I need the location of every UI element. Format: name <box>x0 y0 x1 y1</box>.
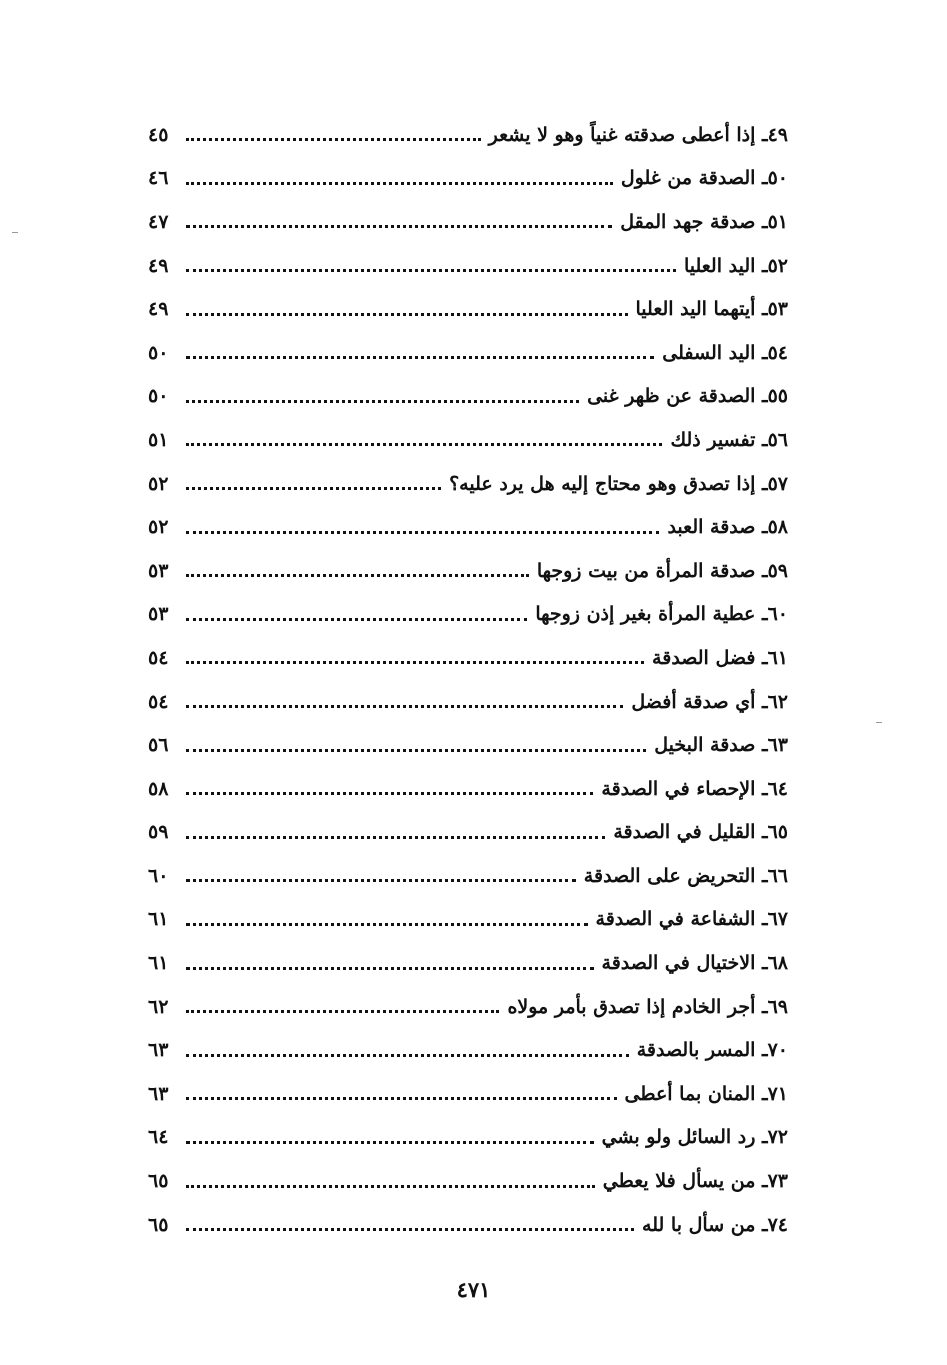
toc-entry-title: ٥٢ـ اليد العليا <box>683 254 788 277</box>
toc-entry <box>148 287 788 331</box>
dot-leader <box>186 531 659 534</box>
toc-entry <box>148 811 788 855</box>
toc-entry <box>148 1159 788 1203</box>
toc-entry <box>148 898 788 942</box>
toc-entry-page: ٦١ <box>148 908 169 931</box>
dot-leader <box>186 313 628 316</box>
toc-entry <box>148 1072 788 1116</box>
dot-leader <box>186 182 613 185</box>
dot-leader <box>186 836 605 839</box>
toc-entry <box>148 200 788 244</box>
dot-leader <box>186 443 662 446</box>
toc-entry-page: ٤٧ <box>148 210 169 233</box>
toc-entry-title: ٥١ـ صدقة جهد المقل <box>620 210 788 233</box>
toc-entry-title: ٧٢ـ رد السائل ولو بشي <box>601 1126 788 1149</box>
toc-entry <box>148 549 788 593</box>
toc-entry-title: ٦٠ـ عطية المرأة بغير إذن زوجها <box>535 603 788 626</box>
toc-entry-page: ٦٣ <box>148 1039 169 1062</box>
dot-leader <box>186 1097 617 1100</box>
dot-leader <box>186 1228 634 1231</box>
table-of-contents <box>148 113 788 1246</box>
dot-leader <box>186 1010 499 1013</box>
toc-entry <box>148 244 788 288</box>
margin-mark <box>12 232 18 233</box>
toc-entry-title: ٥٤ـ اليد السفلى <box>662 341 788 364</box>
toc-entry-page: ٥٣ <box>148 559 169 582</box>
dot-leader <box>186 269 676 272</box>
toc-entry-page: ٤٦ <box>148 167 169 190</box>
toc-entry-title: ٦٧ـ الشفاعة في الصدقة <box>595 908 788 931</box>
toc-entry <box>148 331 788 375</box>
toc-entry-title: ٥٧ـ إذا تصدق وهو محتاج إليه هل يرد عليه؟ <box>449 472 788 495</box>
toc-entry-title: ٦٦ـ التحريض على الصدقة <box>583 864 788 887</box>
toc-entry-page: ٥٩ <box>148 821 169 844</box>
toc-entry <box>148 1203 788 1247</box>
dot-leader <box>186 1185 595 1188</box>
dot-leader <box>186 923 588 926</box>
toc-entry-title: ٥٩ـ صدقة المرأة من بيت زوجها <box>536 559 788 582</box>
dot-leader <box>186 1054 629 1057</box>
toc-entry-title: ٦٤ـ الإحصاء في الصدقة <box>601 777 788 800</box>
page-number: ٤٧١ <box>456 1277 491 1302</box>
toc-entry-page: ٦٠ <box>148 864 169 887</box>
toc-entry <box>148 854 788 898</box>
toc-entry <box>148 680 788 724</box>
toc-entry-title: ٧٤ـ من سأل با لله <box>642 1213 788 1236</box>
toc-entry-page: ٤٥ <box>148 123 169 146</box>
toc-entry <box>148 941 788 985</box>
toc-entry-page: ٥٢ <box>148 472 169 495</box>
dot-leader <box>186 661 644 664</box>
dot-leader <box>186 967 594 970</box>
toc-entry-page: ٦٥ <box>148 1213 169 1236</box>
toc-entry-title: ٦٨ـ الاختيال في الصدقة <box>601 952 788 975</box>
toc-entry <box>148 505 788 549</box>
toc-entry-title: ٧٣ـ من يسأل فلا يعطي <box>602 1170 788 1193</box>
toc-entry-title: ٦٢ـ أي صدقة أفضل <box>631 690 788 713</box>
dot-leader <box>186 618 527 621</box>
toc-entry-title: ٧١ـ المنان بما أعطى <box>624 1082 788 1105</box>
toc-entry-page: ٥٤ <box>148 690 169 713</box>
toc-entry-page: ٥٢ <box>148 516 169 539</box>
toc-entry-title: ٥٣ـ أيتهما اليد العليا <box>635 298 788 321</box>
toc-entry <box>148 636 788 680</box>
toc-entry <box>148 157 788 201</box>
toc-entry-page: ٥٣ <box>148 603 169 626</box>
toc-entry-title: ٥٨ـ صدقة العبد <box>667 516 788 539</box>
toc-entry-page: ٦٥ <box>148 1170 169 1193</box>
toc-entry <box>148 723 788 767</box>
toc-entry-page: ٥٤ <box>148 646 169 669</box>
toc-entry <box>148 767 788 811</box>
toc-entry <box>148 418 788 462</box>
toc-entry <box>148 593 788 637</box>
dot-leader <box>186 792 593 795</box>
toc-entry-title: ٦٣ـ صدقة البخيل <box>654 734 788 757</box>
toc-entry <box>148 375 788 419</box>
toc-entry-title: ٤٩ـ إذا أعطى صدقته غنياً وهو لا يشعر <box>488 123 788 146</box>
toc-entry <box>148 1028 788 1072</box>
toc-entry-page: ٥٦ <box>148 734 169 757</box>
dot-leader <box>186 225 612 228</box>
dot-leader <box>186 1141 594 1144</box>
dot-leader <box>186 400 579 403</box>
dot-leader <box>186 138 481 141</box>
toc-entry-page: ٥٠ <box>148 341 169 364</box>
dot-leader <box>186 749 646 752</box>
dot-leader <box>186 574 529 577</box>
toc-entry-title: ٥٠ـ الصدقة من غلول <box>620 167 788 190</box>
dot-leader <box>186 879 576 882</box>
toc-entry <box>148 1116 788 1160</box>
toc-entry-title: ٦٥ـ القليل في الصدقة <box>613 821 788 844</box>
toc-entry-page: ٦٣ <box>148 1082 169 1105</box>
toc-entry-page: ٤٩ <box>148 298 169 321</box>
toc-entry-title: ٥٦ـ تفسير ذلك <box>670 428 788 451</box>
toc-entry-title: ٧٠ـ المسر بالصدقة <box>636 1039 788 1062</box>
toc-entry <box>148 462 788 506</box>
toc-entry-page: ٦٤ <box>148 1126 169 1149</box>
margin-mark <box>876 722 882 723</box>
toc-entry-page: ٥٨ <box>148 777 169 800</box>
toc-entry-page: ٥١ <box>148 428 169 451</box>
dot-leader <box>186 356 654 359</box>
toc-entry-title: ٦١ـ فضل الصدقة <box>652 646 788 669</box>
toc-entry-title: ٦٩ـ أجر الخادم إذا تصدق بأمر مولاه <box>507 995 788 1018</box>
toc-entry-page: ٤٩ <box>148 254 169 277</box>
toc-entry-title: ٥٥ـ الصدقة عن ظهر غنى <box>587 385 788 408</box>
toc-entry <box>148 113 788 157</box>
dot-leader <box>186 487 441 490</box>
toc-entry-page: ٦١ <box>148 952 169 975</box>
toc-entry-page: ٥٠ <box>148 385 169 408</box>
toc-entry <box>148 985 788 1029</box>
dot-leader <box>186 705 623 708</box>
toc-entry-page: ٦٢ <box>148 995 169 1018</box>
